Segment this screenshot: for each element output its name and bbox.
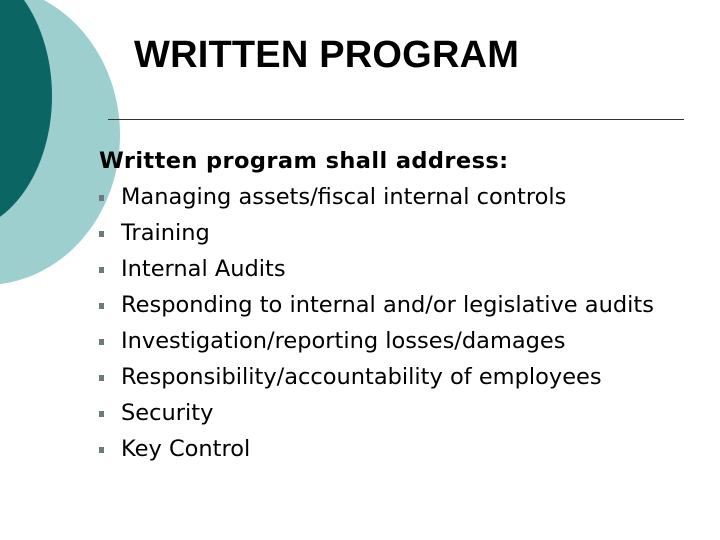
list-item-text: Responsibility/accountability of employees bbox=[121, 364, 602, 390]
slide-body bbox=[99, 143, 699, 467]
list-item bbox=[99, 215, 699, 251]
list-item bbox=[99, 431, 699, 467]
square-bullet-icon bbox=[99, 447, 104, 453]
list-item bbox=[99, 179, 699, 215]
list-item bbox=[99, 323, 699, 359]
list-item bbox=[99, 287, 681, 323]
list-item-text: Key Control bbox=[121, 436, 251, 462]
body-heading: Written program shall address: bbox=[99, 148, 509, 174]
square-bullet-icon bbox=[99, 195, 104, 201]
title-divider bbox=[108, 119, 684, 120]
list-item-text: Investigation/reporting losses/damages bbox=[121, 328, 566, 354]
square-bullet-icon bbox=[99, 267, 104, 273]
list-item-text: Managing assets/fiscal internal controls bbox=[121, 184, 567, 210]
square-bullet-icon bbox=[99, 411, 104, 417]
list-item-text: Training bbox=[121, 220, 210, 246]
list-item bbox=[99, 359, 699, 395]
square-bullet-icon bbox=[99, 339, 104, 345]
square-bullet-icon bbox=[99, 303, 104, 309]
list-item bbox=[99, 395, 699, 431]
square-bullet-icon bbox=[99, 231, 104, 237]
list-item-text: Responding to internal and/or legislative audits bbox=[121, 292, 654, 318]
list-item-text: Internal Audits bbox=[121, 256, 286, 282]
square-bullet-icon bbox=[99, 375, 104, 381]
slide-title: WRITTEN PROGRAM bbox=[134, 34, 520, 76]
bullet-list bbox=[99, 179, 699, 467]
list-item-text: Security bbox=[121, 400, 214, 426]
list-item bbox=[99, 251, 699, 287]
